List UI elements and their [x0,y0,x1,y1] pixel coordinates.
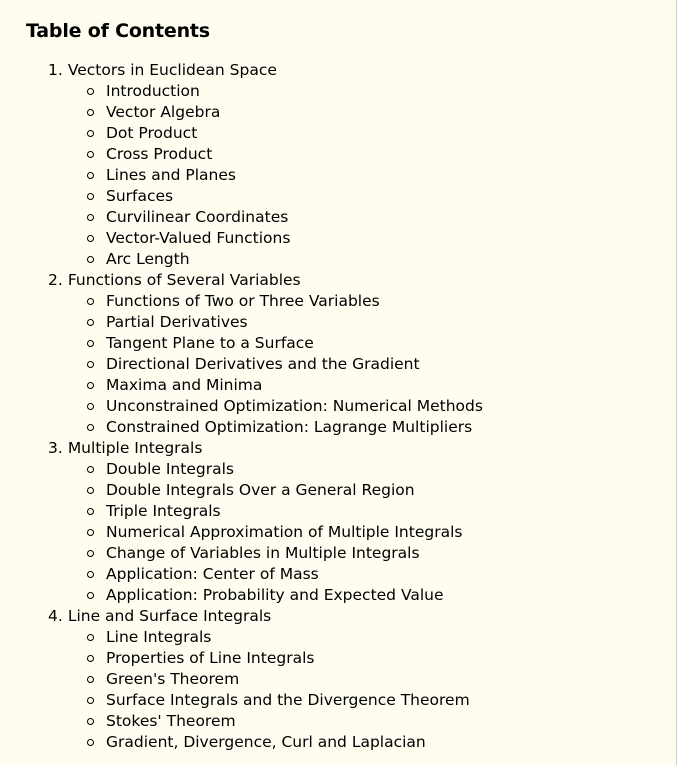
section-link[interactable] [26,249,676,270]
section-label: Partial Derivatives [106,313,248,331]
chapter-link[interactable]: Multiple Integrals [67,439,203,457]
section-link[interactable] [26,396,676,417]
section-label: Constrained Optimization: Lagrange Multipliers [106,418,473,436]
chapter-heading [26,438,676,459]
section-label: Double Integrals [106,460,234,478]
circle-bullet-icon [87,361,94,368]
section-link[interactable] [26,207,676,228]
section-label: Surfaces [106,187,174,205]
section-link[interactable] [26,291,676,312]
section-link[interactable] [26,585,676,606]
section-link[interactable] [26,564,676,585]
page-title: Table of Contents [26,20,210,42]
section-label: Tangent Plane to a Surface [106,334,314,352]
section-label: Unconstrained Optimization: Numerical Methods [106,397,483,415]
section-link[interactable] [26,543,676,564]
chapter-heading [26,60,676,81]
chapter-number: 3 . [48,438,63,459]
circle-bullet-icon [87,466,94,473]
circle-bullet-icon [87,697,94,704]
circle-bullet-icon [87,655,94,662]
circle-bullet-icon [87,109,94,116]
section-link[interactable] [26,480,676,501]
section-link[interactable] [26,375,676,396]
section-link[interactable] [26,228,676,249]
chapter-link[interactable]: Line and Surface Integrals [67,607,272,625]
circle-bullet-icon [87,298,94,305]
section-label: Double Integrals Over a General Region [106,481,415,499]
circle-bullet-icon [87,340,94,347]
circle-bullet-icon [87,529,94,536]
section-label: Application: Center of Mass [106,565,319,583]
chapter-heading [26,270,676,291]
section-label: Directional Derivatives and the Gradient [106,355,420,373]
section-label: Surface Integrals and the Divergence Theorem [106,691,470,709]
section-label: Maxima and Minima [106,376,263,394]
chapter-item [26,60,676,270]
section-list [26,291,676,438]
chapter-number: 4 . [48,606,63,627]
section-label: Vector-Valued Functions [106,229,291,247]
section-list [26,459,676,606]
circle-bullet-icon [87,382,94,389]
section-label: Functions of Two or Three Variables [106,292,380,310]
section-link[interactable] [26,354,676,375]
section-link[interactable] [26,81,676,102]
section-label: Properties of Line Integrals [106,649,315,667]
section-label: Arc Length [106,250,190,268]
chapter-number: 1 . [48,60,63,81]
section-label: Change of Variables in Multiple Integrals [106,544,420,562]
circle-bullet-icon [87,550,94,557]
section-label: Lines and Planes [106,166,236,184]
section-label: Triple Integrals [106,502,221,520]
chapter-item [26,438,676,606]
circle-bullet-icon [87,571,94,578]
circle-bullet-icon [87,718,94,725]
section-link[interactable] [26,627,676,648]
circle-bullet-icon [87,130,94,137]
chapter-item [26,606,676,753]
circle-bullet-icon [87,739,94,746]
section-label: Numerical Approximation of Multiple Integrals [106,523,463,541]
section-link[interactable] [26,732,676,753]
circle-bullet-icon [87,319,94,326]
section-list [26,81,676,270]
section-label: Gradient, Divergence, Curl and Laplacian [106,733,426,751]
section-label: Introduction [106,82,200,100]
section-label: Dot Product [106,124,198,142]
section-link[interactable] [26,417,676,438]
section-link[interactable] [26,711,676,732]
section-link[interactable] [26,312,676,333]
circle-bullet-icon [87,172,94,179]
circle-bullet-icon [87,403,94,410]
chapter-item [26,270,676,438]
circle-bullet-icon [87,235,94,242]
circle-bullet-icon [87,88,94,95]
section-link[interactable] [26,186,676,207]
section-link[interactable] [26,333,676,354]
circle-bullet-icon [87,214,94,221]
section-label: Cross Product [106,145,213,163]
section-label: Vector Algebra [106,103,221,121]
section-label: Curvilinear Coordinates [106,208,289,226]
section-link[interactable] [26,648,676,669]
section-link[interactable] [26,459,676,480]
section-link[interactable] [26,123,676,144]
section-link[interactable] [26,501,676,522]
circle-bullet-icon [87,151,94,158]
section-link[interactable] [26,102,676,123]
circle-bullet-icon [87,592,94,599]
circle-bullet-icon [87,424,94,431]
section-link[interactable] [26,144,676,165]
chapter-number: 2 . [48,270,63,291]
circle-bullet-icon [87,193,94,200]
section-label: Line Integrals [106,628,212,646]
circle-bullet-icon [87,487,94,494]
circle-bullet-icon [87,676,94,683]
section-link[interactable] [26,522,676,543]
circle-bullet-icon [87,256,94,263]
section-link[interactable] [26,669,676,690]
circle-bullet-icon [87,634,94,641]
section-link[interactable] [26,690,676,711]
chapter-link[interactable]: Vectors in Euclidean Space [67,61,277,79]
section-link[interactable] [26,165,676,186]
circle-bullet-icon [87,508,94,515]
chapter-link[interactable]: Functions of Several Variables [67,271,301,289]
section-label: Stokes' Theorem [106,712,236,730]
chapter-list [26,60,676,753]
chapter-heading [26,606,676,627]
section-label: Application: Probability and Expected Value [106,586,444,604]
section-label: Green's Theorem [106,670,240,688]
section-list [26,627,676,753]
